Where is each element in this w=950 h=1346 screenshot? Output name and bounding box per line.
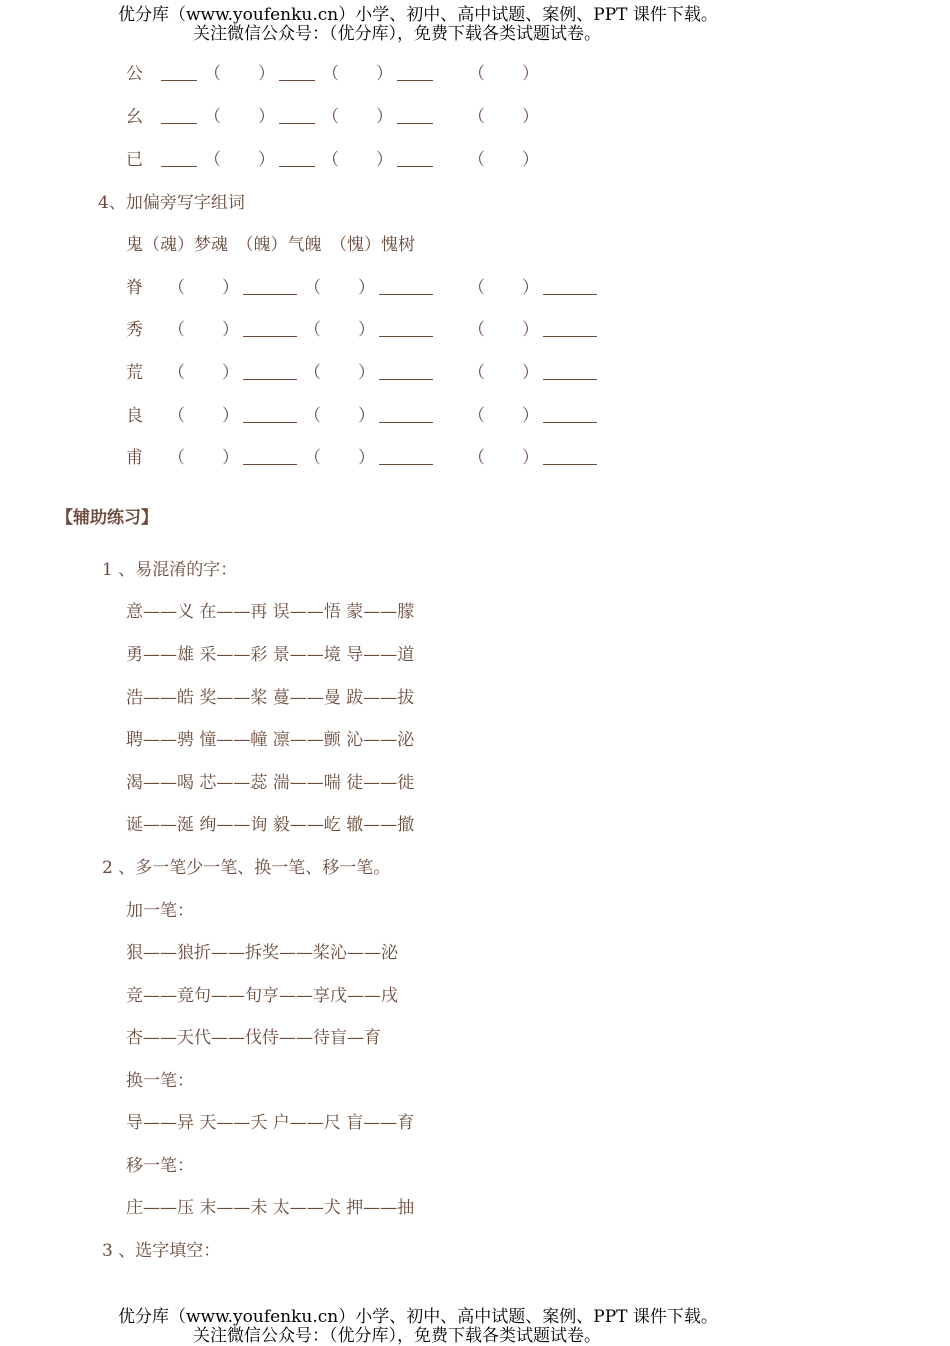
q4-title: 4、加偏旁写字组词 <box>98 193 245 213</box>
confusable-line: 诞——涎 绚——询 毅——屹 辙——撤 <box>126 815 415 835</box>
paren-open: （ <box>322 107 339 127</box>
paren-close: ） <box>522 448 539 468</box>
paren-close: ） <box>376 107 393 127</box>
blank[interactable] <box>243 464 297 465</box>
footer-line-2: 关注微信公众号：（优分库），免费下载各类试题试卷。 <box>193 1326 601 1346</box>
paren-open: （ <box>304 363 321 383</box>
blank[interactable] <box>379 379 433 380</box>
paren-open: （ <box>304 320 321 340</box>
blank[interactable] <box>543 379 597 380</box>
paren-open: （ <box>304 278 321 298</box>
move-stroke-line: 庄——压 末——未 太——犬 押——抽 <box>126 1198 415 1218</box>
footer-line-1: 优分库（www.youfenku.cn）小学、初中、高中试题、案例、PPT 课件下载。 <box>118 1307 718 1327</box>
paren-open: （ <box>204 64 221 84</box>
swap-stroke-line: 导——异 天——夭 户——尺 盲——育 <box>126 1113 415 1133</box>
paren-open: （ <box>468 320 485 340</box>
blank[interactable] <box>243 294 297 295</box>
paren-close: ） <box>222 320 239 340</box>
row-char: 甫 <box>126 448 143 468</box>
aux-section-title: 【辅助练习】 <box>56 508 158 528</box>
add-stroke-title: 加一笔： <box>126 901 194 921</box>
confusable-line: 浩——皓 奖——桨 蔓——曼 跋——拔 <box>126 688 415 708</box>
aux-q2-title: 2 、多一笔少一笔、换一笔、移一笔。 <box>102 858 391 878</box>
row-char: 已 <box>126 150 143 170</box>
row-char: 荒 <box>126 363 143 383</box>
paren-close: ） <box>358 278 375 298</box>
paren-open: （ <box>168 448 185 468</box>
blank[interactable] <box>379 294 433 295</box>
blank[interactable] <box>397 80 433 81</box>
row-char: 秀 <box>126 320 143 340</box>
paren-open: （ <box>468 278 485 298</box>
add-stroke-line: 狠——狼折——拆奖——桨沁——泌 <box>126 943 398 963</box>
move-stroke-title: 移一笔： <box>126 1156 194 1176</box>
paren-close: ） <box>358 320 375 340</box>
paren-open: （ <box>468 150 485 170</box>
blank[interactable] <box>243 336 297 337</box>
blank[interactable] <box>543 464 597 465</box>
row-char: 良 <box>126 406 143 426</box>
add-stroke-line: 竞——竟句——旬亨——享戊——戌 <box>126 986 398 1006</box>
paren-close: ） <box>358 448 375 468</box>
paren-open: （ <box>168 278 185 298</box>
paren-close: ） <box>522 406 539 426</box>
blank[interactable] <box>379 422 433 423</box>
paren-close: ） <box>258 150 275 170</box>
confusable-line: 意——义 在——再 误——悟 蒙——朦 <box>126 602 415 622</box>
paren-open: （ <box>468 406 485 426</box>
add-stroke-line: 杏——天代——伐侍——待盲—育 <box>126 1028 381 1048</box>
blank[interactable] <box>379 464 433 465</box>
paren-close: ） <box>222 278 239 298</box>
paren-open: （ <box>322 150 339 170</box>
blank[interactable] <box>161 166 197 167</box>
paren-open: （ <box>204 150 221 170</box>
paren-close: ） <box>358 406 375 426</box>
paren-open: （ <box>322 64 339 84</box>
confusable-line: 渴——喝 芯——蕊 湍——喘 徒——徙 <box>126 773 415 793</box>
aux-q3-title: 3 、选字填空： <box>102 1241 221 1261</box>
row-char: 公 <box>126 64 143 84</box>
paren-open: （ <box>168 320 185 340</box>
paren-close: ） <box>376 150 393 170</box>
q4-example: 鬼（魂）梦魂 （魄）气魄 （愧）愧树 <box>126 235 415 255</box>
blank[interactable] <box>543 294 597 295</box>
blank[interactable] <box>543 422 597 423</box>
paren-close: ） <box>522 363 539 383</box>
blank[interactable] <box>243 379 297 380</box>
paren-close: ） <box>258 64 275 84</box>
blank[interactable] <box>397 123 433 124</box>
row-char: 脊 <box>126 278 143 298</box>
row-char: 幺 <box>126 107 143 127</box>
paren-open: （ <box>168 363 185 383</box>
paren-close: ） <box>358 363 375 383</box>
blank[interactable] <box>543 336 597 337</box>
blank[interactable] <box>279 123 315 124</box>
paren-close: ） <box>376 64 393 84</box>
blank[interactable] <box>379 336 433 337</box>
paren-close: ） <box>522 107 539 127</box>
paren-close: ） <box>522 320 539 340</box>
confusable-line: 聘——骋 憧——幢 凛——颤 沁——泌 <box>126 730 415 750</box>
paren-close: ） <box>222 448 239 468</box>
paren-open: （ <box>168 406 185 426</box>
paren-close: ） <box>258 107 275 127</box>
blank[interactable] <box>161 123 197 124</box>
swap-stroke-title: 换一笔： <box>126 1071 194 1091</box>
paren-open: （ <box>468 107 485 127</box>
blank[interactable] <box>397 166 433 167</box>
paren-open: （ <box>204 107 221 127</box>
paren-close: ） <box>222 406 239 426</box>
paren-open: （ <box>468 363 485 383</box>
header-line-1: 优分库（www.youfenku.cn）小学、初中、高中试题、案例、PPT 课件下载。 <box>118 5 718 25</box>
blank[interactable] <box>279 80 315 81</box>
confusable-line: 勇——雄 采——彩 景——境 导——道 <box>126 645 415 665</box>
blank[interactable] <box>279 166 315 167</box>
paren-close: ） <box>222 363 239 383</box>
paren-close: ） <box>522 64 539 84</box>
paren-open: （ <box>304 448 321 468</box>
aux-q1-title: 1 、易混淆的字： <box>102 560 238 580</box>
paren-close: ） <box>522 150 539 170</box>
blank[interactable] <box>161 80 197 81</box>
paren-open: （ <box>304 406 321 426</box>
paren-open: （ <box>468 64 485 84</box>
paren-open: （ <box>468 448 485 468</box>
blank[interactable] <box>243 422 297 423</box>
paren-close: ） <box>522 278 539 298</box>
header-line-2: 关注微信公众号：（优分库），免费下载各类试题试卷。 <box>193 24 601 44</box>
